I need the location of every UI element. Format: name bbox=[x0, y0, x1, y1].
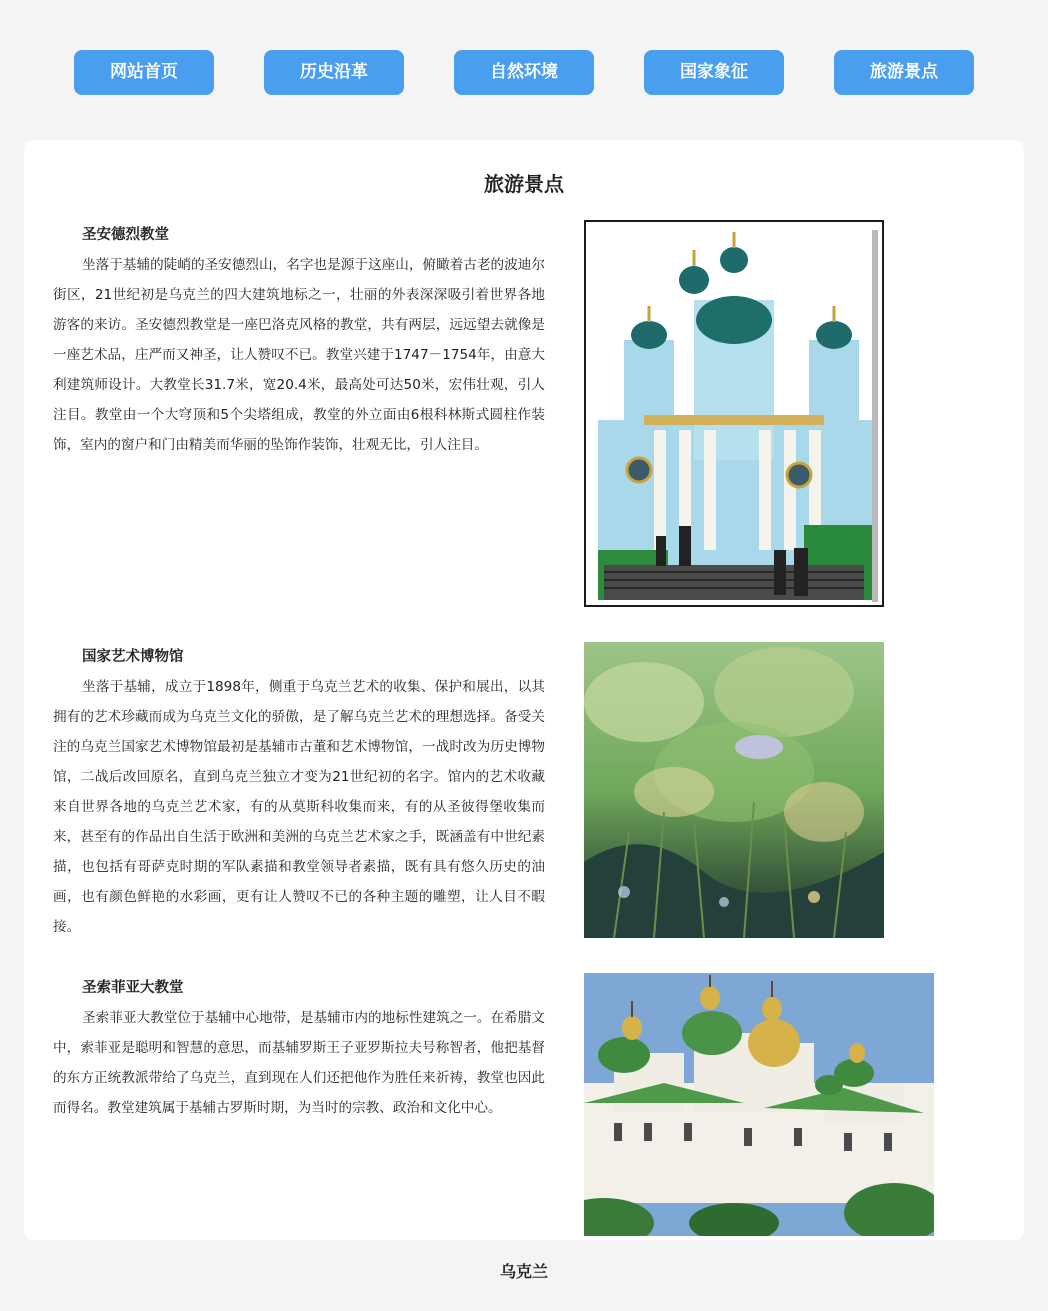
section-paragraph: 坐落于基辅，成立于1898年，侧重于乌克兰艺术的收集、保护和展出，以其拥有的艺术珍藏而成为乌克兰文化的骄傲，是了解乌克兰艺术的理想选择。备受关注的乌克兰国家艺术博物馆最初是基辅市古董和艺术博物馆，一战时改为历史博物馆，二战后改回原名，直到乌克兰独立才变为21世纪初的名字。馆内的艺术收藏来自世界各地的乌克兰艺术家，有的从莫斯科收集而来，有的从圣彼得堡收集而来，甚至有的作品出自生活于欧洲和美洲的乌克兰艺术家之手，既涵盖有中世纪素描，也包括有哥萨克时期的军队素描和教堂领导者素描，既有具有悠久历史的油画，也有颜色鲜艳的水彩画，更有让人赞叹不已的各种主题的雕塑，让人目不暇接。 bbox=[53, 679, 545, 935]
section-text bbox=[53, 642, 545, 942]
section-title: 圣索菲亚大教堂 bbox=[82, 979, 184, 996]
section-paragraph: 圣索菲亚大教堂位于基辅中心地带，是基辅市内的地标性建筑之一。在希腊文中，索菲亚是聪明和智慧的意思，而基辅罗斯王子亚罗斯拉夫号称智者，他把基督的东方正统教派带给了乌克兰，直到现在人们还把他作为胜任来祈祷，教堂也因此而得名。教堂建筑属于基辅古罗斯时期，为当时的宗教、政治和文化中心。 bbox=[53, 1010, 545, 1116]
nav-home-button[interactable]: 网站首页 bbox=[74, 50, 214, 95]
content-card bbox=[24, 140, 1024, 1240]
page-title: 旅游景点 bbox=[484, 172, 564, 196]
section-paragraph: 坐落于基辅的陡峭的圣安德烈山，名字也是源于这座山，俯瞰着古老的波迪尔街区，21世纪初是乌克兰的四大建筑地标之一，壮丽的外表深深吸引着世界各地游客的来访。圣安德烈教堂是一座巴洛克风格的教堂，共有两层，远远望去就像是一座艺术品，庄严而又神圣，让人赞叹不已。教堂兴建于1747－1754年，由意大利建筑师设计。大教堂长31.7米，宽20.4米，最高处可达50米，宏伟壮观，引人注目。教堂由一个大穹顶和5个尖塔组成，教堂的外立面由6根科林斯式圆柱作装饰，室内的窗户和门由精美而华丽的坠饰作装饰，壮观无比，引人注目。 bbox=[53, 257, 545, 453]
st-andrews-church-image bbox=[584, 220, 884, 607]
nav-attractions-button[interactable]: 旅游景点 bbox=[834, 50, 974, 95]
nav-history-button[interactable]: 历史沿革 bbox=[264, 50, 404, 95]
section-text bbox=[53, 220, 545, 460]
section-title: 圣安德烈教堂 bbox=[82, 226, 169, 243]
footer-title: 乌克兰 bbox=[499, 1262, 548, 1281]
section-text bbox=[53, 973, 545, 1123]
nav-nature-button[interactable]: 自然环境 bbox=[454, 50, 594, 95]
st-sophia-cathedral-image bbox=[584, 973, 934, 1236]
nav-symbols-button[interactable]: 国家象征 bbox=[644, 50, 784, 95]
section-title: 国家艺术博物馆 bbox=[82, 648, 184, 665]
top-nav bbox=[74, 50, 974, 95]
art-museum-painting-image bbox=[584, 642, 884, 938]
